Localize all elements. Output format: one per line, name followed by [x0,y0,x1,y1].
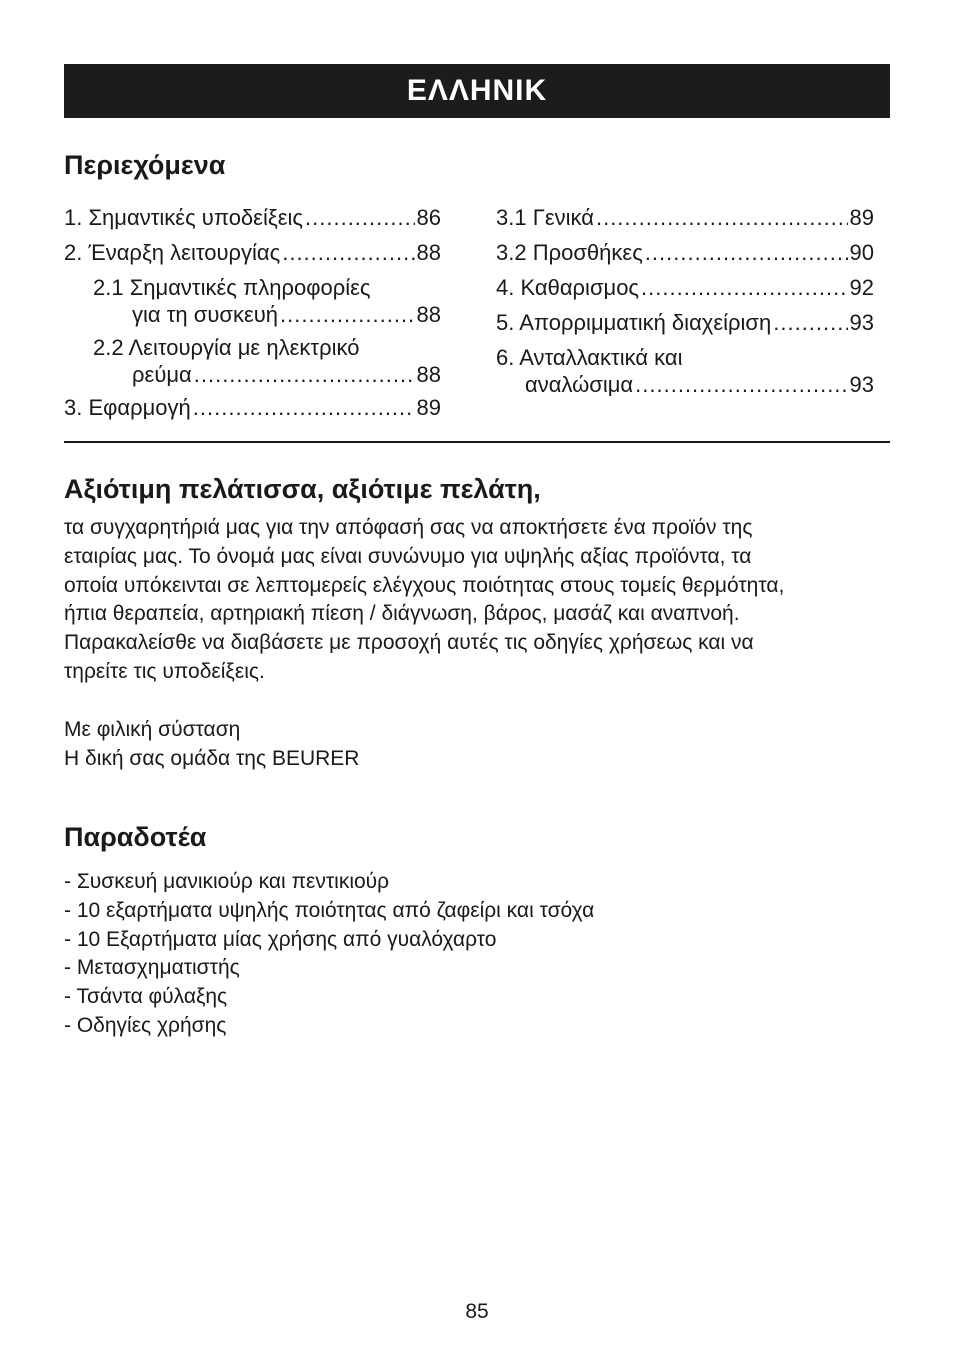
toc-entry-page: 88 [416,240,441,265]
toc-left-column [64,200,441,425]
list-item: - 10 Εξαρτήματα μίας χρήσης από γυαλόχαρτο [64,927,497,951]
toc-entry-title-cont: αναλώσιμα [525,372,634,397]
toc-entry-title: 2.1 Σημαντικές πληροφορίες [93,275,371,300]
closing-line: Η δική σας ομάδα της BEURER [64,746,360,770]
toc-leader-dots [193,390,415,425]
language-header [64,64,890,118]
paragraph-line: τηρείτε τις υποδείξεις. [64,659,265,683]
toc-leader-dots [194,360,415,390]
toc-entry-title: 2.2 Λειτουργία με ηλεκτρικό [93,335,360,360]
paragraph-line: εταιρίας μας. Το όνομά μας είναι συνώνυμο για υψηλής αξίας προϊόντα, τα [64,544,752,568]
toc-entry[interactable] [64,200,441,235]
toc-entry-title: 6. Ανταλλακτικά και [496,345,683,370]
toc-leader-dots [641,270,847,305]
toc-entry-title: 3. Εφαρμογή [64,395,191,420]
toc-entry[interactable] [64,390,441,425]
toc-entry-page: 88 [416,362,441,387]
toc-heading: Περιεχόμενα [64,150,226,180]
toc-entry-title: 3.1 Γενικά [496,205,594,230]
toc-entry-page: 90 [849,240,874,265]
toc-entry-title: 4. Καθαρισμος [496,275,640,300]
delivery-heading: Παραδοτέα [64,822,207,852]
toc-entry-page: 86 [416,205,441,230]
toc-entry-title: 1. Σημαντικές υποδείξεις [64,205,304,230]
closing-signature [64,716,894,774]
toc-entry-page: 88 [416,302,441,327]
toc-entry-page: 92 [849,275,874,300]
paragraph-line: Παρακαλείσθε να διαβάσετε με προσοχή αυτές τις οδηγίες χρήσεως και να [64,631,754,655]
toc-right-column [496,200,874,400]
paragraph-line: ήπια θεραπεία, αρτηριακή πίεση / διάγνωση, βάρος, μασάζ και αναπνοή. [64,602,740,626]
section-divider [64,441,890,443]
toc-entry-page: 89 [416,395,441,420]
delivery-list [64,868,594,1041]
greeting-paragraph [64,514,894,687]
toc-entry-title: 3.2 Προσθήκες [496,240,643,265]
toc-entry-title-cont: ρεύμα [132,362,192,387]
toc-entry-page: 93 [849,372,874,397]
list-item: - Τσάντα φύλαξης [64,985,228,1009]
toc-leader-dots [635,370,847,400]
greeting-heading: Αξιότιμη πελάτισσα, αξιότιμε πελάτη, [64,474,541,504]
list-item: - Μετασχηματιστής [64,956,240,980]
closing-line: Με φιλική σύσταση [64,718,241,741]
page-number: 85 [465,1300,489,1323]
toc-entry-title: 2. Έναρξη λειτουργίας [64,240,281,265]
toc-entry[interactable] [496,305,874,340]
toc-leader-dots [596,200,848,235]
toc-leader-dots [773,305,847,340]
toc-leader-dots [282,235,414,270]
toc-entry[interactable] [496,270,874,305]
list-item: - 10 εξαρτήματα υψηλής ποιότητας από ζαφείρι και τσόχα [64,898,595,922]
toc-leader-dots [305,200,415,235]
toc-entry-page: 93 [849,310,874,335]
toc-entry[interactable] [64,270,441,330]
toc-leader-dots [280,300,414,330]
list-item: - Συσκευή μανικιούρ και πεντικιούρ [64,870,390,893]
toc-entry-title-cont: για τη συσκευή [132,302,279,327]
toc-entry-title: 5. Απορριμματική διαχείριση [496,310,772,335]
paragraph-line: οποία υπόκεινται σε λεπτομερείς ελέγχους ποιότητας στους τομείς θερμότητα, [64,573,785,597]
list-item: - Οδηγίες χρήσης [64,1013,227,1037]
toc-entry[interactable] [64,235,441,270]
toc-entry[interactable] [496,200,874,235]
toc-leader-dots [645,235,848,270]
language-title: ΕΛΛΗΝΙΚ [406,74,548,107]
toc-entry[interactable] [496,340,874,400]
toc-entry[interactable] [496,235,874,270]
paragraph-line: τα συγχαρητήριά μας για την απόφασή σας να αποκτήσετε ένα προϊόν της [64,516,753,539]
toc-entry-page: 89 [849,205,874,230]
toc-entry[interactable] [64,330,441,390]
